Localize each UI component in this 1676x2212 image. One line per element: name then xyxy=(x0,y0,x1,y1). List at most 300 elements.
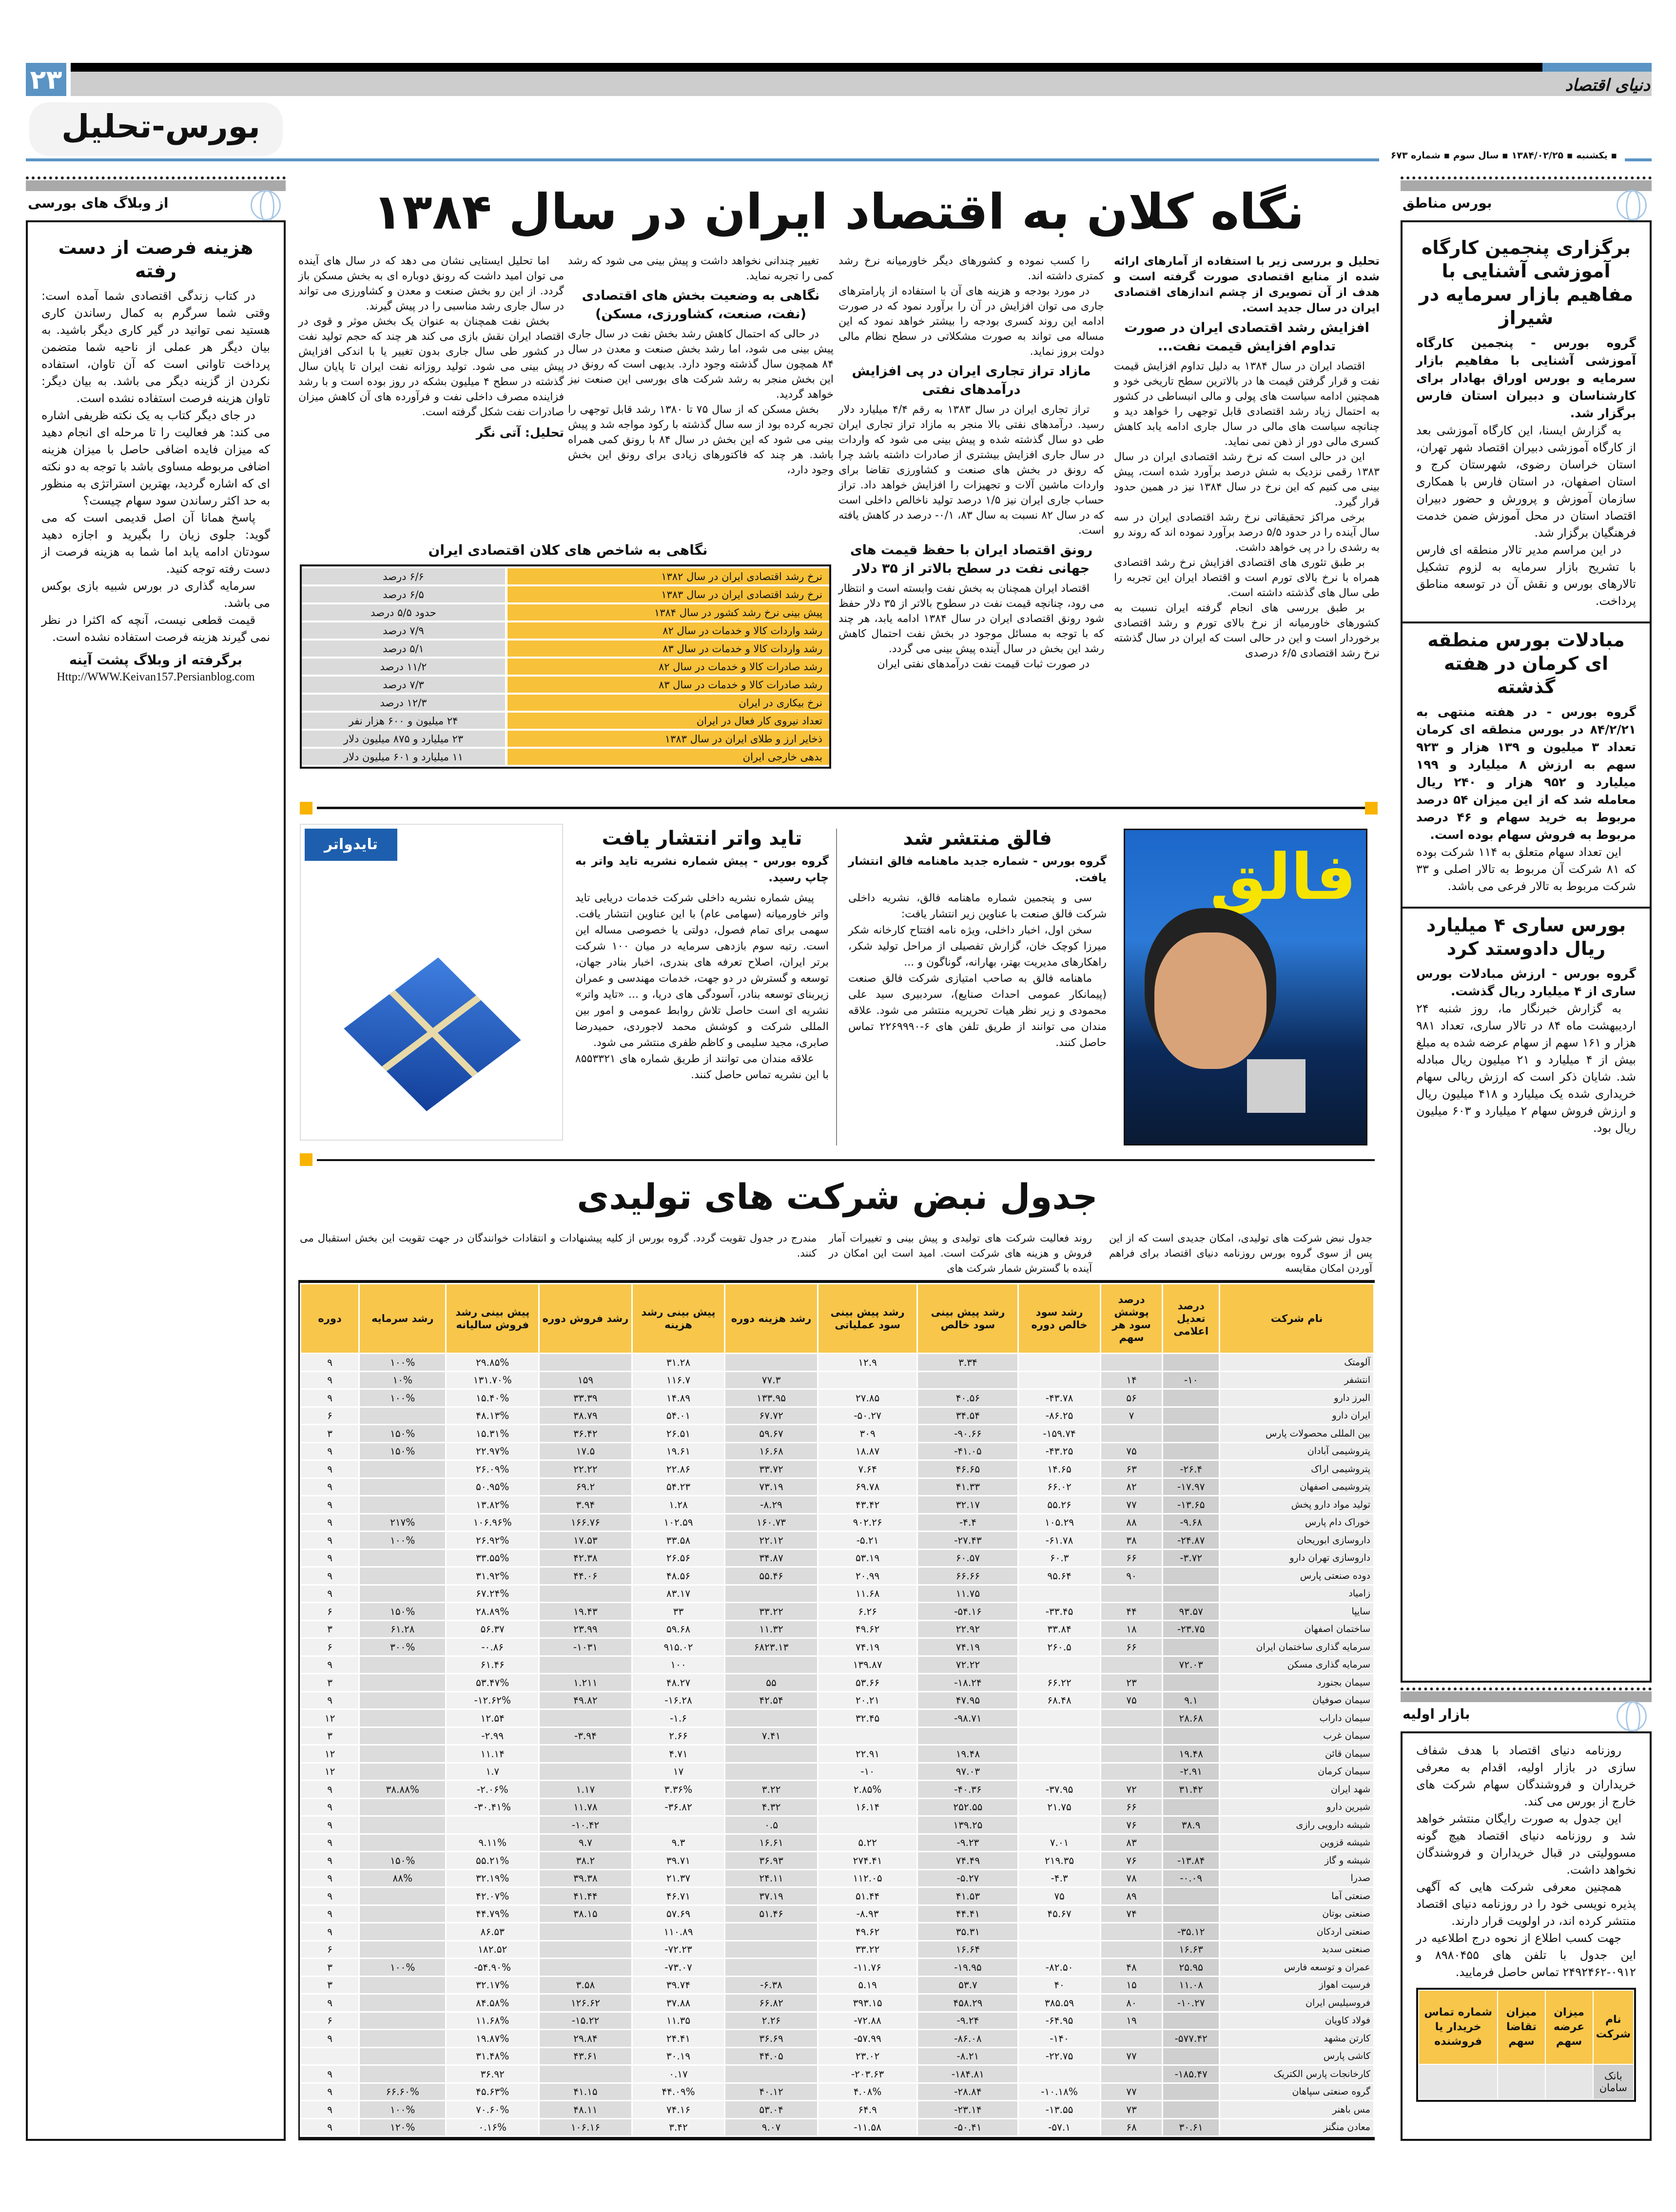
table-cell: ۳۴.۸۷ xyxy=(725,1550,817,1567)
table-cell xyxy=(1019,1372,1099,1389)
table-cell: ۳۷.۸۸ xyxy=(633,1995,724,2011)
company-name: معادن منگنز xyxy=(1220,2119,1373,2136)
table-cell: ۳۲.۴۵ xyxy=(819,1710,917,1727)
table-row xyxy=(301,1425,1373,1442)
table-cell: -۱۳.۵۵ xyxy=(1019,2101,1099,2118)
table-cell: ۱۵۹ xyxy=(540,1372,631,1389)
table-cell xyxy=(540,1959,631,1976)
table-cell: -۸۲.۵۰ xyxy=(1019,1959,1099,1976)
table-cell xyxy=(918,1372,1017,1389)
indicator-value: ۱۱ میلیارد و ۶۰۱ میلیون دلار xyxy=(302,749,507,765)
table-cell: ۱۰۰% xyxy=(360,1959,445,1976)
table-cell: ۹ xyxy=(301,1568,358,1584)
paragraph: تغییر چندانی نخواهد داشت و پیش بینی می شود که رشد کمی را تجربه نماید. xyxy=(568,255,834,282)
table-cell: ۶۸.۴۸ xyxy=(1019,1692,1099,1709)
table-cell: ۹۰ xyxy=(1101,1568,1162,1584)
divider xyxy=(317,1159,1375,1161)
table-cell: ۷۸ xyxy=(1101,1870,1162,1887)
table-cell: ۶ xyxy=(301,1408,358,1424)
table-cell: ۶۰.۳ xyxy=(1019,1550,1099,1567)
table-row xyxy=(301,1657,1373,1673)
company-name: کارخانجات پارس الکتریک xyxy=(1220,2066,1373,2082)
table-cell: ۹.۱۱% xyxy=(447,1835,538,1851)
table-cell xyxy=(1163,1586,1219,1602)
table-cell: ۷۶ xyxy=(1101,1817,1162,1833)
table-row xyxy=(301,1995,1373,2011)
table-cell: -۱۸.۲۴ xyxy=(918,1674,1017,1691)
company-name: فروسیلیس ایران xyxy=(1220,1995,1373,2011)
table-cell: ۴۹.۶۲ xyxy=(819,1923,917,1940)
table-cell: ۹ xyxy=(301,1870,358,1887)
table-cell: ۱۰۰% xyxy=(360,1532,445,1549)
table-cell: ۷۴.۱۹ xyxy=(819,1639,917,1655)
table-cell: ۳۱.۲۸ xyxy=(633,1354,724,1371)
table-cell: ۵۳.۶۶ xyxy=(819,1674,917,1691)
table-cell: -۱۳.۸۴ xyxy=(1163,1852,1219,1869)
table-cell: ۲۱۹.۳۵ xyxy=(1019,1852,1099,1869)
table-cell: ۱۱.۰۸ xyxy=(1163,1977,1219,1994)
indicator-row xyxy=(302,749,829,765)
table-cell: ۹ xyxy=(301,1443,358,1460)
table-cell: ۷۷ xyxy=(1101,2084,1162,2100)
table-cell: ۱۵۰% xyxy=(360,1603,445,1620)
table-row xyxy=(301,1977,1373,1994)
column-header: رشد سرمایه xyxy=(360,1284,445,1353)
masthead-bar xyxy=(71,63,1542,72)
table-cell: -۶۱.۷۸ xyxy=(1019,1532,1099,1549)
indicator-value: ۶/۶ درصد xyxy=(302,568,507,584)
table-cell: ۲۱.۷۵ xyxy=(1019,1799,1099,1816)
blog-article xyxy=(26,220,286,2141)
table-cell: ۵.۲۲ xyxy=(819,1835,917,1851)
indicator-label: پیش بینی نرخ رشد کشور در سال ۱۳۸۴ xyxy=(507,604,829,621)
table-cell xyxy=(360,1764,445,1780)
table-cell: ۶۶.۶۶ xyxy=(918,1568,1017,1584)
table-cell: ۴۰.۵۶ xyxy=(918,1390,1017,1406)
table-cell: ۴۱.۳۳ xyxy=(918,1479,1017,1495)
table-cell: -۶۴.۹۵ xyxy=(1019,2013,1099,2029)
table-cell: ۱۰۰ xyxy=(633,1657,724,1673)
company-name: شیشه دارویی رازی xyxy=(1220,1817,1373,1833)
paragraph: این تعداد سهام متعلق به ۱۱۴ شرکت بوده که ۸۱ شرکت آن مربوط به تالار اصلی و ۳۳ شرکت مربوط به تالار فرعی می باشد. xyxy=(1416,845,1636,893)
table-row xyxy=(301,1852,1373,1869)
table-cell: ۴۸.۵۶ xyxy=(633,1568,724,1584)
table-cell: ۷۲ xyxy=(1101,1781,1162,1798)
table-cell: ۳۹.۷۱ xyxy=(633,1852,724,1869)
blog-link[interactable]: Http://WWW.Keivan157.Persianblog.com xyxy=(57,671,255,683)
indicator-label: بدهی خارجی ایران xyxy=(507,749,829,765)
column-header: نام شرکت xyxy=(1594,1991,1633,2064)
table-cell: ۳ xyxy=(301,1621,358,1638)
table-cell: ۳۸.۸۸% xyxy=(360,1781,445,1798)
table-cell xyxy=(918,1728,1017,1745)
table-cell: ۵۳.۱۹ xyxy=(819,1550,917,1567)
table-cell: ۴۴.۴۱ xyxy=(918,1906,1017,1922)
issue-dateline: ▪ یکشنبه ▪ ۱۳۸۴/۰۲/۲۵ ▪ سال سوم ▪ شماره ۶۷۳ xyxy=(1390,150,1618,161)
table-cell xyxy=(360,2048,445,2065)
paragraph: در صورت ثبات قیمت نفت درآمدهای نفتی ایران xyxy=(877,658,1090,670)
table-cell: ۴۱.۵۳ xyxy=(918,1888,1017,1904)
table-cell: ۰.۵ xyxy=(725,1817,817,1833)
table-cell: ۱۶.۶۳ xyxy=(1163,1941,1219,1958)
table-cell xyxy=(1101,2066,1162,2082)
table-row xyxy=(301,1532,1373,1549)
column-header: دوره xyxy=(301,1284,358,1353)
table-cell: -۱۹.۹۵ xyxy=(918,1959,1017,1976)
table-cell: -۵۴.۱۶ xyxy=(918,1603,1017,1620)
table-cell xyxy=(360,1496,445,1513)
table-cell: ۳.۳۶% xyxy=(633,1781,724,1798)
paragraph: همچنین معرفی شرکت هایی که آگهی پذیره نویسی خود را در روزنامه دنیای اقتصاد منتشر کرده اند، در اولویت قرار دارند. xyxy=(1416,1880,1636,1928)
table-cell: ۵۴.۰۱ xyxy=(633,1408,724,1424)
table-row xyxy=(301,1906,1373,1922)
company-name: شیرین دارو xyxy=(1220,1799,1373,1816)
indicator-value: ۲۳ میلیارد و ۸۷۵ میلیون دلار xyxy=(302,731,507,747)
table-cell: ۶ xyxy=(301,1941,358,1958)
table-cell: ۹ xyxy=(301,2030,358,2047)
table-cell: ۹۵.۶۴ xyxy=(1019,1568,1099,1584)
table-cell: -۱۳.۶۵ xyxy=(1163,1496,1219,1513)
table-cell: ۹.۱ xyxy=(1163,1692,1219,1709)
table-cell xyxy=(725,1586,817,1602)
masthead-band xyxy=(71,72,1652,96)
table-cell xyxy=(1019,2066,1099,2082)
table-cell xyxy=(1019,1354,1099,1371)
table-cell: ۶۷.۷۲ xyxy=(725,1408,817,1424)
table-cell: ۳۱.۴۸% xyxy=(447,2048,538,2065)
table-cell: -۴۳.۲۵ xyxy=(1019,1443,1099,1460)
table-cell xyxy=(360,1657,445,1673)
table-cell: ۴۰.۱۲ xyxy=(725,2084,817,2100)
table-cell: ۶۴.۹ xyxy=(819,2101,917,2118)
indicator-label: نرخ بیکاری در ایران xyxy=(507,695,829,711)
table-row xyxy=(301,1354,1373,1371)
table-cell: ۳۹.۳۸ xyxy=(540,1870,631,1887)
header-bar xyxy=(1401,180,1652,191)
table-cell: ۶ xyxy=(301,1603,358,1620)
table-cell: ۱۱۶.۷ xyxy=(633,1372,724,1389)
table-row xyxy=(301,1514,1373,1531)
table-cell: -۱.۶ xyxy=(633,1710,724,1727)
article-body xyxy=(575,890,829,1083)
table-cell: -۲.۰۶% xyxy=(447,1781,538,1798)
table-cell: ۹۰۲.۲۶ xyxy=(819,1514,917,1531)
table-cell: ۲۵.۹۵ xyxy=(1163,1959,1219,1976)
table-cell: ۹ xyxy=(301,1906,358,1922)
table-cell: ۲۸.۶۸ xyxy=(1163,1710,1219,1727)
table-row xyxy=(301,2084,1373,2100)
falegh-cover-image xyxy=(1124,829,1367,1145)
table-cell: ۳۳.۲۲ xyxy=(819,1941,917,1958)
table-cell: -۱۰.۱۸% xyxy=(1019,2084,1099,2100)
table-cell: -۸.۲۹ xyxy=(725,1496,817,1513)
table-cell: ۲۲.۹۷% xyxy=(447,1443,538,1460)
table-cell: -۱۲.۶۲% xyxy=(447,1692,538,1709)
table-cell: -۲۲.۷۵ xyxy=(1019,2048,1099,2065)
table-cell: ۹ xyxy=(301,2119,358,2136)
column-header: رشد پیش بینی سود عملیاتی xyxy=(819,1284,917,1353)
table-cell xyxy=(1498,2065,1544,2099)
table-cell xyxy=(360,1746,445,1762)
table-cell: ۱۶.۶۸ xyxy=(725,1443,817,1460)
table-cell xyxy=(1163,1728,1219,1745)
primary-market-box xyxy=(1401,1731,1652,2141)
table-cell: -۱۰.۴۲ xyxy=(540,1817,631,1833)
table-cell: ۹ xyxy=(301,1852,358,1869)
table-cell xyxy=(1019,1764,1099,1780)
sidebar-label: بازار اولیه xyxy=(1403,1706,1470,1722)
table-cell: -۲.۹۱ xyxy=(1163,1764,1219,1780)
table-cell: ۴۳.۴۲ xyxy=(819,1496,917,1513)
table-cell: ۴۸.۱۳% xyxy=(447,1408,538,1424)
company-name: سرمایه گذاری مسکن xyxy=(1220,1657,1373,1673)
table-row xyxy=(301,1799,1373,1816)
paragraph: به گزارش ایسنا، این کارگاه آموزشی بعد از کارگاه آموزشی دبیران اقتصاد شهر تهران، استان خراسان رضوی، شهرستان کرج و استان اصفهان، در استان فارس با همکاری سازمان آموزش و پرورش و حضور دبیران اقتصاد استان در محل آموزش ضمن خدمت فرهنگیان برگزار شد. xyxy=(1416,424,1636,540)
table-cell: ۳۶.۴۲ xyxy=(540,1425,631,1442)
table-row xyxy=(301,1959,1373,1976)
indicator-label: رشد صادرات کالا و خدمات در سال ۸۲ xyxy=(507,659,829,675)
table-cell: ۱۲ xyxy=(301,1710,358,1727)
article-lead: گروه بورس - شماره جدید ماهنامه فالق انتشار یافت. xyxy=(848,855,1107,884)
table-row xyxy=(1419,2065,1633,2099)
table-cell: ۴۸.۱۱ xyxy=(540,2101,631,2118)
story-lead: گروه بورس - در هفته منتهی به ۸۴/۲/۲۱ در بورس منطقه ای کرمان تعداد ۳ میلیون و ۱۳۹ هزار و ۹۲۳ سهم به ارزش ۸ میلیارد و ۱۹۹ میلیارد و ۹۵۲ هزار و ۲۴۰ ریال معامله شد که از این میزان ۵۴ درصد مربوط به خرید سهام و ۴۶ درصد مربوط به فروش سهام بوده است. xyxy=(1416,705,1637,842)
company-name: سیمان قائن xyxy=(1220,1746,1373,1762)
table-cell: ۷.۴۱ xyxy=(725,1728,817,1745)
table-cell: ۱۲ xyxy=(301,1764,358,1780)
subheading: مازاد تراز تجاری ایران در پی افزایش درآمدهای نفتی xyxy=(852,364,1091,397)
table-cell: ۲۱۷% xyxy=(360,1514,445,1531)
column-header: نام شرکت xyxy=(1220,1284,1373,1353)
table-cell: ۵۶ xyxy=(1101,1390,1162,1406)
table-cell: ۲۲.۱۲ xyxy=(725,1532,817,1549)
table-cell: ۳۲.۱۹% xyxy=(447,1870,538,1887)
table-cell: ۲۲.۸۶ xyxy=(633,1461,724,1477)
indicator-row xyxy=(302,604,829,621)
table-cell xyxy=(725,1354,817,1371)
table-cell: ۵۳.۷ xyxy=(918,1977,1017,1994)
paragraph: سرمایه گذاری در بورس شبیه بازی بوکس می باشد. xyxy=(41,579,270,610)
table-cell: ۹ xyxy=(301,1372,358,1389)
article-column xyxy=(1114,253,1380,799)
table-cell: ۱۳۱.۷۰% xyxy=(447,1372,538,1389)
table-cell xyxy=(360,1728,445,1745)
table-row xyxy=(301,1408,1373,1424)
company-name: سایپا xyxy=(1220,1603,1373,1620)
divider xyxy=(1403,621,1650,623)
table-cell: ۲۹.۸۵% xyxy=(447,1354,538,1371)
column-header: رشد فروش دوره xyxy=(540,1284,631,1353)
table-cell: ۷۶ xyxy=(1101,1852,1162,1869)
table-cell xyxy=(360,1995,445,2011)
indicator-value: ۷/۹ درصد xyxy=(302,622,507,639)
table-cell xyxy=(633,1817,724,1833)
indicator-label: رشد صادرات کالا و خدمات در سال ۸۳ xyxy=(507,677,829,693)
indicator-value: ۱۲/۳ درصد xyxy=(302,695,507,711)
table-cell: ۸۳.۱۷ xyxy=(633,1586,724,1602)
table-cell: -۰.۰۹ xyxy=(1163,1870,1219,1887)
table-cell: ۱۶.۶۴ xyxy=(918,1941,1017,1958)
company-name: صنعتی سدید xyxy=(1220,1941,1373,1958)
company-name: داروسازی تهران دارو xyxy=(1220,1550,1373,1567)
table-cell: -۵.۲۱ xyxy=(819,1532,917,1549)
company-name: خوراک دام پارس xyxy=(1220,1514,1373,1531)
table-cell: ۳۱.۹۲% xyxy=(447,1568,538,1584)
company-name: کاشی پارس xyxy=(1220,2048,1373,2065)
table-cell: ۹ xyxy=(301,2066,358,2082)
table-cell: ۹۷.۰۳ xyxy=(918,1764,1017,1780)
table-cell: ۹.۳ xyxy=(633,1835,724,1851)
table-cell: ۵۱.۴۶ xyxy=(725,1906,817,1922)
table-row xyxy=(301,1888,1373,1904)
divider xyxy=(26,176,286,179)
table-cell: ۸۸% xyxy=(360,1870,445,1887)
table-cell xyxy=(360,1835,445,1851)
table-cell: -۱۰.۲۷ xyxy=(1163,1995,1219,2011)
table-cell xyxy=(1101,1657,1162,1673)
table-cell: ۵۹.۶۷ xyxy=(725,1425,817,1442)
paragraph: قیمت قطعی نیست، آنچه که اکثرا در نظر نمی گیرند هزینه فرصت استفاده نشده است. xyxy=(41,613,270,644)
table-cell: ۲۳ xyxy=(1101,1674,1162,1691)
table-cell: ۲۲.۹۲ xyxy=(918,1621,1017,1638)
table-cell: ۵.۱۹ xyxy=(819,1977,917,1994)
table-cell xyxy=(1163,2101,1219,2118)
table-cell: ۱۵ xyxy=(1101,1977,1162,1994)
table-cell: ۱۲۰% xyxy=(360,2119,445,2136)
paragraph: بخش مسکن که از سال ۷۵ تا ۱۳۸۰ رشد قابل توجهی را تجربه کرده بود از سه سال گذشته با رکود مواجه شد و پیش بینی می شود که این بخش در سال ۸۴ با رونق کمی همراه باشد. هر چند که فاکتورهای زیادی برای رونق این بخش وجود دارد، xyxy=(568,404,834,476)
table-cell: ۴۵.۶۳% xyxy=(447,2084,538,2100)
table-row xyxy=(301,2030,1373,2047)
table-cell: ۷۵ xyxy=(1101,1443,1162,1460)
falegh-cover-title: فالق xyxy=(1210,840,1356,914)
table-cell: ۳۵.۳۱ xyxy=(918,1923,1017,1940)
company-name: عمران و توسعه فارس xyxy=(1220,1959,1373,1976)
company-name: فرسیت اهواز xyxy=(1220,1977,1373,1994)
table-cell: -۹۰.۶۶ xyxy=(918,1425,1017,1442)
table-cell xyxy=(1163,1799,1219,1816)
table-cell: ۵۳.۴۷% xyxy=(447,1674,538,1691)
table-cell: -۸.۹۳ xyxy=(819,1906,917,1922)
table-cell xyxy=(1101,1728,1162,1745)
table-cell: ۴۴.۰۵ xyxy=(725,2048,817,2065)
table-cell: ۵۵.۲۶ xyxy=(1019,1496,1099,1513)
company-name: صدرا xyxy=(1220,1870,1373,1887)
table-cell: -۴.۳ xyxy=(1019,1870,1099,1887)
table-cell: ۲۴.۱۱ xyxy=(725,1870,817,1887)
table-cell: ۴۵۸.۲۹ xyxy=(918,1995,1017,2011)
table-cell: ۴۴ xyxy=(1101,1603,1162,1620)
table-cell: ۴۵.۶۷ xyxy=(1019,1906,1099,1922)
table-cell: ۴۶.۷۱ xyxy=(633,1888,724,1904)
indicator-row xyxy=(302,731,829,747)
table-cell: -۱۴۰ xyxy=(1019,2030,1099,2047)
table-cell: ۴۴.۰۶ xyxy=(540,1568,631,1584)
company-name: انتشفر xyxy=(1220,1372,1373,1389)
left-sidebar-header xyxy=(26,176,286,220)
table-cell xyxy=(725,1764,817,1780)
table-cell: -۲۴.۸۷ xyxy=(1163,1532,1219,1549)
table-cell: ۱۵۰% xyxy=(360,1425,445,1442)
table-cell: ۲۰.۹۹ xyxy=(819,1568,917,1584)
table-cell: ۹ xyxy=(301,2101,358,2118)
table-cell: -۳.۹۴ xyxy=(540,1728,631,1745)
table-cell: ۴۲.۳۸ xyxy=(540,1550,631,1567)
table-cell: ۶۳ xyxy=(1101,1461,1162,1477)
table-cell: ۱۱.۳۵ xyxy=(633,2013,724,2029)
company-name: مس باهنر xyxy=(1220,2101,1373,2118)
table-cell xyxy=(725,1923,817,1940)
table-cell: ۹ xyxy=(301,1781,358,1798)
table-cell: ۴۹.۸۲ xyxy=(540,1692,631,1709)
table-cell: ۳۴.۵۴ xyxy=(918,1408,1017,1424)
table-row xyxy=(301,1568,1373,1584)
table-cell: ۶۶ xyxy=(1101,1550,1162,1567)
table-cell xyxy=(1163,1639,1219,1655)
table-cell xyxy=(540,1354,631,1371)
article-intro: تحلیل و بررسی زیر با استفاده از آمارهای ارائه شده از منابع اقتصادی صورت گرفته است و هدف از آن تصویری از چشم اندازهای اقتصادی ایران در سال جدید است. xyxy=(1114,255,1380,314)
table-cell: ۳۲.۱۷% xyxy=(447,1977,538,1994)
indicators-table xyxy=(300,564,831,769)
table-cell xyxy=(1101,2030,1162,2047)
table-cell: ۵۰.۹۵% xyxy=(447,1479,538,1495)
header-bar xyxy=(1401,1691,1652,1702)
section-title: بورس-تحلیل xyxy=(61,108,260,145)
table-row xyxy=(301,1692,1373,1709)
table-cell: ۷۴ xyxy=(1101,1906,1162,1922)
table-cell: ۹ xyxy=(301,1692,358,1709)
table-cell: ۳۳ xyxy=(633,1603,724,1620)
paragraph: اما تحلیل ایستایی نشان می دهد که در سال های آینده می توان امید داشت که رونق دوباره ای به بخش مسکن باز گردد. از این رو بخش صنعت و معدن و کشاورزی می تواند در سال جاری رشد مناسبی را در پیش گیرند. xyxy=(298,255,564,312)
indicator-value: ۲۴ میلیون و ۶۰۰ هزار نفر xyxy=(302,713,507,729)
paragraph: این در حالی است که نرخ رشد اقتصادی ایران در سال ۱۳۸۳ رقمی نزدیک به شش درصد برآورد شده است، پیش بینی می کنیم که این نرخ در سال ۱۳۸۴ نیز در همین حدود قرار گیرد. xyxy=(1114,451,1380,508)
table-cell: ۴۸.۲۷ xyxy=(633,1674,724,1691)
table-cell: -۱۷.۹۷ xyxy=(1163,1479,1219,1495)
indicator-value: حدود ۵/۵ درصد xyxy=(302,604,507,621)
article-body xyxy=(848,890,1107,1051)
company-name: فولاد کاویان xyxy=(1220,2013,1373,2029)
company-name: داروسازی ابوریحان xyxy=(1220,1532,1373,1549)
table-cell xyxy=(1163,1354,1219,1371)
table-cell: ۱۰۰% xyxy=(360,1390,445,1406)
table-cell xyxy=(1019,1710,1099,1727)
table-cell: ۶۰.۵۷ xyxy=(918,1550,1017,1567)
table-cell: -۳۷.۹۵ xyxy=(1019,1781,1099,1798)
table-cell: ۹.۷ xyxy=(540,1835,631,1851)
paragraph: را کسب نموده و کشورهای دیگر خاورمیانه نرخ رشد کمتری داشته اند. xyxy=(838,255,1104,282)
table-cell: ۳ xyxy=(301,1674,358,1691)
table-cell: ۴.۰۸% xyxy=(819,2084,917,2100)
table-cell xyxy=(447,1817,538,1833)
indicator-value: ۱۱/۲ درصد xyxy=(302,659,507,675)
table-cell: ۳۰۰% xyxy=(360,1639,445,1655)
table-cell xyxy=(540,1923,631,1940)
table-cell: ۹ xyxy=(301,1817,358,1833)
table-cell: ۴۲.۵۴ xyxy=(725,1692,817,1709)
table-cell: ۱۲ xyxy=(301,1746,358,1762)
table-cell: ۱۴ xyxy=(1101,1372,1162,1389)
primary-market-table xyxy=(1416,1988,1636,2102)
primary-market-text xyxy=(1416,1742,1636,1981)
table-cell xyxy=(360,2030,445,2047)
table-row xyxy=(301,1746,1373,1762)
table-cell xyxy=(1163,1568,1219,1584)
table-cell: ۲۶.۹۲% xyxy=(447,1532,538,1549)
story-title: برگزاری پنجمین کارگاه آموزشی آشنایی با مفاهیم بازار سرمایه در شیراز xyxy=(1419,237,1634,329)
table-cell: -۱۱.۵۸ xyxy=(819,2119,917,2136)
table-cell: ۲۳.۰۲ xyxy=(819,2048,917,2065)
company-name: پتروشیمی اصفهان xyxy=(1220,1479,1373,1495)
header-bar xyxy=(26,180,286,191)
